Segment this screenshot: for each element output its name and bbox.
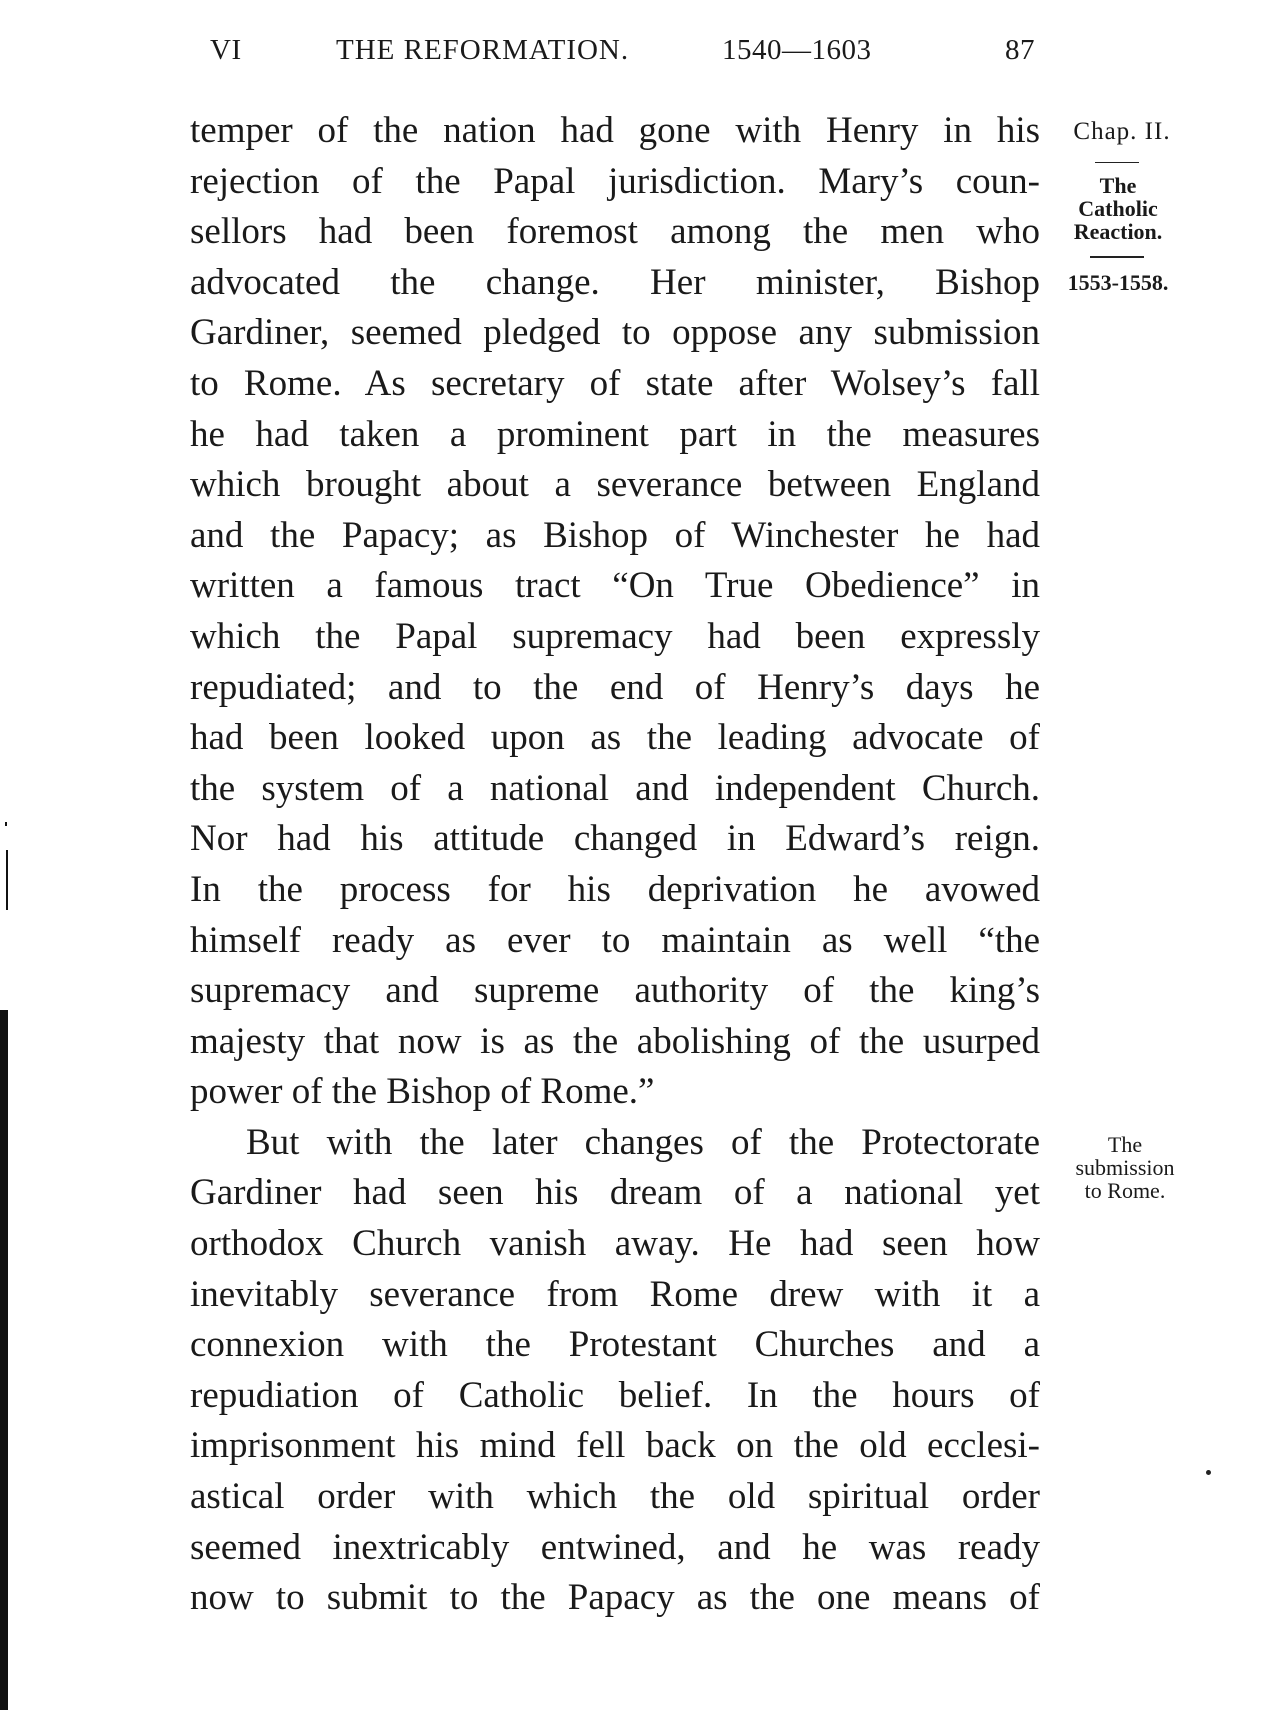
page-number: 87 — [1005, 34, 1035, 66]
text-line: supremacy and supreme authority of the king’s — [190, 970, 1040, 1012]
margin-note-catholic-reaction — [1050, 174, 1186, 243]
text-line: himself ready as ever to maintain as well “the — [190, 919, 1040, 961]
margin-rule-middle — [1090, 256, 1144, 258]
text-line: sellors had been foremost among the men who — [190, 211, 1040, 253]
text-line: rejection of the Papal jurisdiction. Mary’s coun- — [190, 160, 1040, 202]
text-line: power of the Bishop of Rome.” — [190, 1071, 655, 1113]
scan-speck — [1206, 1470, 1211, 1475]
margin-note-line: The — [1107, 1132, 1143, 1157]
body-text — [190, 106, 1040, 1624]
text-line: the system of a national and independent Church. — [190, 767, 1040, 809]
text-line: majesty that now is as the abolishing of the usurped — [190, 1020, 1040, 1062]
binding-edge-dot — [5, 822, 7, 826]
text-line: Gardiner had seen his dream of a national yet — [190, 1172, 1040, 1214]
header-section-number: VI — [210, 34, 242, 66]
header-dates: 1540—1603 — [722, 34, 872, 66]
margin-note-line: The — [1099, 173, 1137, 198]
text-line: imprisonment his mind fell back on the old ecclesi- — [190, 1425, 1040, 1467]
text-line: had been looked upon as the leading advocate of — [190, 717, 1040, 759]
text-line: temper of the nation had gone with Henry in his — [190, 110, 1040, 151]
margin-note-submission — [1050, 1133, 1200, 1202]
paragraph-2 — [190, 1118, 1040, 1624]
margin-chapter-label: Chap. II. — [1073, 118, 1171, 145]
text-line: inevitably severance from Rome drew with it a — [190, 1273, 1040, 1315]
margin-years: 1553-1558. — [1067, 270, 1169, 295]
margin-note-line: Catholic — [1078, 196, 1158, 221]
text-line: Nor had his attitude changed in Edward’s reign. — [190, 818, 1040, 860]
binding-edge-shadow — [0, 1010, 8, 1710]
margin-note-line: Reaction. — [1073, 219, 1163, 244]
text-line: and the Papacy; as Bishop of Winchester he had — [190, 514, 1040, 556]
text-line: written a famous tract “On True Obedience” in — [190, 565, 1040, 607]
text-line: connexion with the Protestant Churches and a — [190, 1324, 1040, 1366]
text-line: seemed inextricably entwined, and he was ready — [190, 1526, 1040, 1568]
text-line: which brought about a severance between England — [190, 464, 1040, 506]
text-line: But with the later changes of the Protectorate — [246, 1121, 1040, 1163]
text-line: which the Papal supremacy had been expressly — [190, 615, 1040, 657]
binding-edge-mark — [6, 850, 8, 910]
margin-note-line: to Rome. — [1084, 1178, 1166, 1203]
header-title: THE REFORMATION. — [336, 34, 630, 66]
text-line: repudiated; and to the end of Henry’s days he — [190, 666, 1040, 708]
text-line: to Rome. As secretary of state after Wolsey’s fall — [190, 362, 1040, 404]
margin-rule-top — [1095, 162, 1139, 163]
text-line: orthodox Church vanish away. He had seen how — [190, 1223, 1040, 1265]
paragraph-1 — [190, 106, 1040, 1118]
text-line: now to submit to the Papacy as the one means of — [190, 1577, 1040, 1619]
text-line: he had taken a prominent part in the measures — [190, 413, 1040, 455]
margin-note-line: submission — [1075, 1155, 1175, 1180]
text-line: repudiation of Catholic belief. In the hours of — [190, 1374, 1040, 1416]
text-line: In the process for his deprivation he avowed — [190, 868, 1040, 910]
text-line: advocated the change. Her minister, Bishop — [190, 261, 1040, 303]
text-line: astical order with which the old spiritual order — [190, 1476, 1040, 1518]
text-line: Gardiner, seemed pledged to oppose any submission — [190, 312, 1040, 354]
